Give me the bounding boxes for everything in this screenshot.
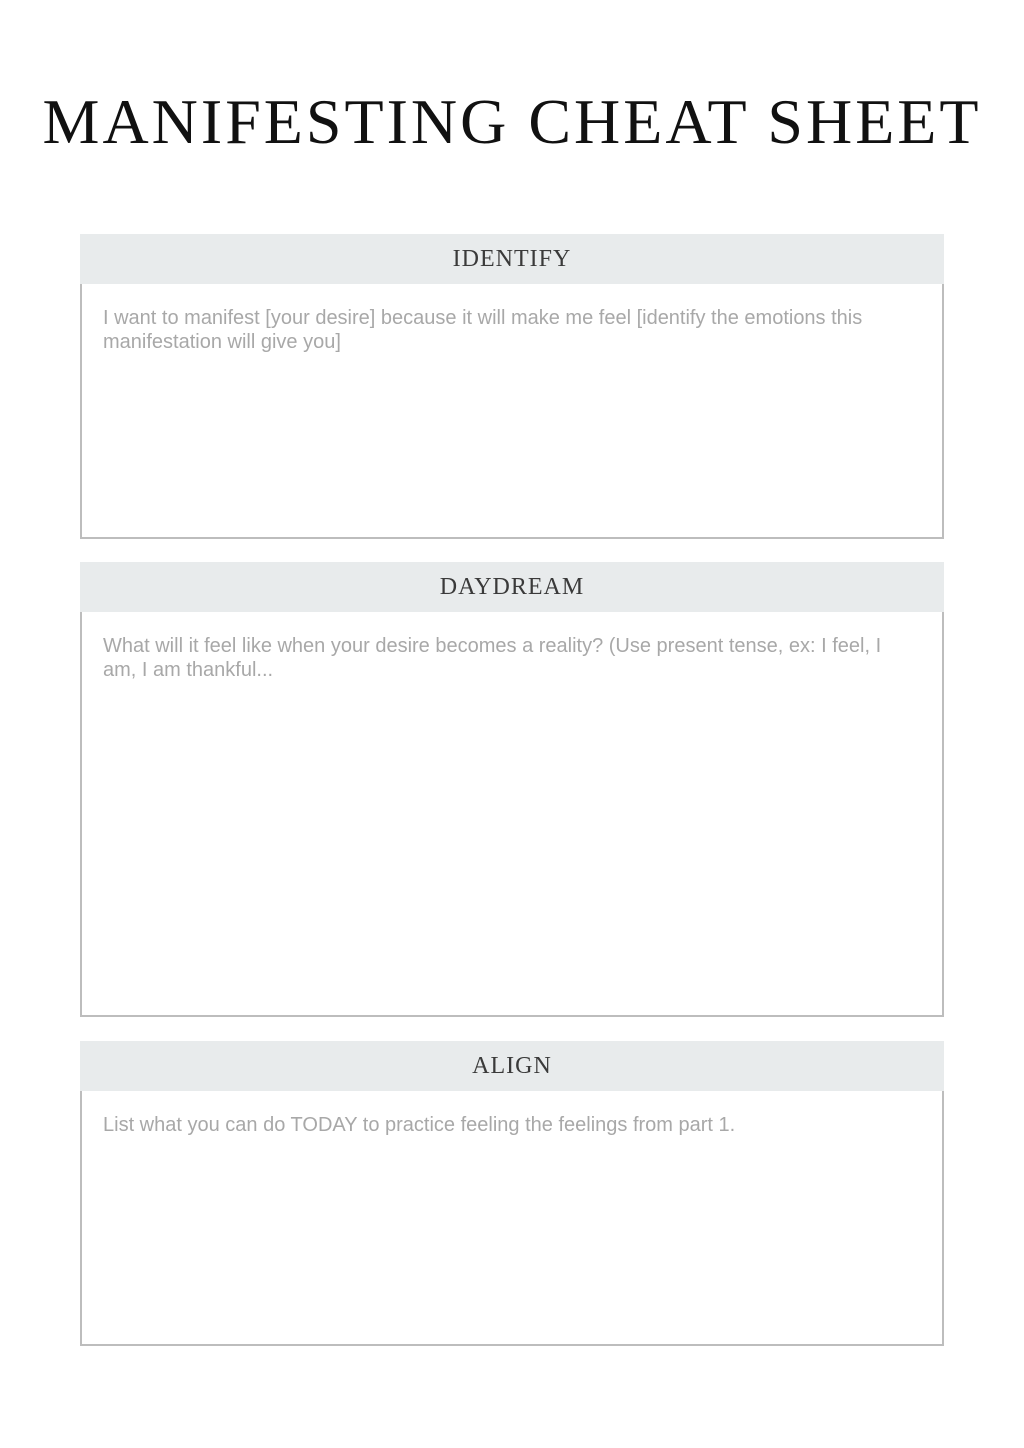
section-align xyxy=(80,1041,944,1346)
daydream-prompt: What will it feel like when your desire becomes a reality? (Use present tense, ex: I feel, I am, I am thankful... xyxy=(103,635,882,681)
section-identify xyxy=(80,234,944,539)
section-heading-identify: IDENTIFY xyxy=(80,234,944,284)
section-heading-align: ALIGN xyxy=(80,1041,944,1091)
section-heading-daydream: DAYDREAM xyxy=(80,562,944,612)
identify-prompt: I want to manifest [your desire] because it will make me feel [identify the emotions this manifestation will give you] xyxy=(103,307,863,353)
daydream-writing-area[interactable] xyxy=(80,612,944,1017)
align-prompt: List what you can do TODAY to practice feeling the feelings from part 1. xyxy=(103,1114,736,1136)
align-writing-area[interactable] xyxy=(80,1091,944,1346)
identify-writing-area[interactable] xyxy=(80,284,944,539)
section-daydream xyxy=(80,562,944,1017)
page-title: MANIFESTING CHEAT SHEET xyxy=(42,86,982,157)
